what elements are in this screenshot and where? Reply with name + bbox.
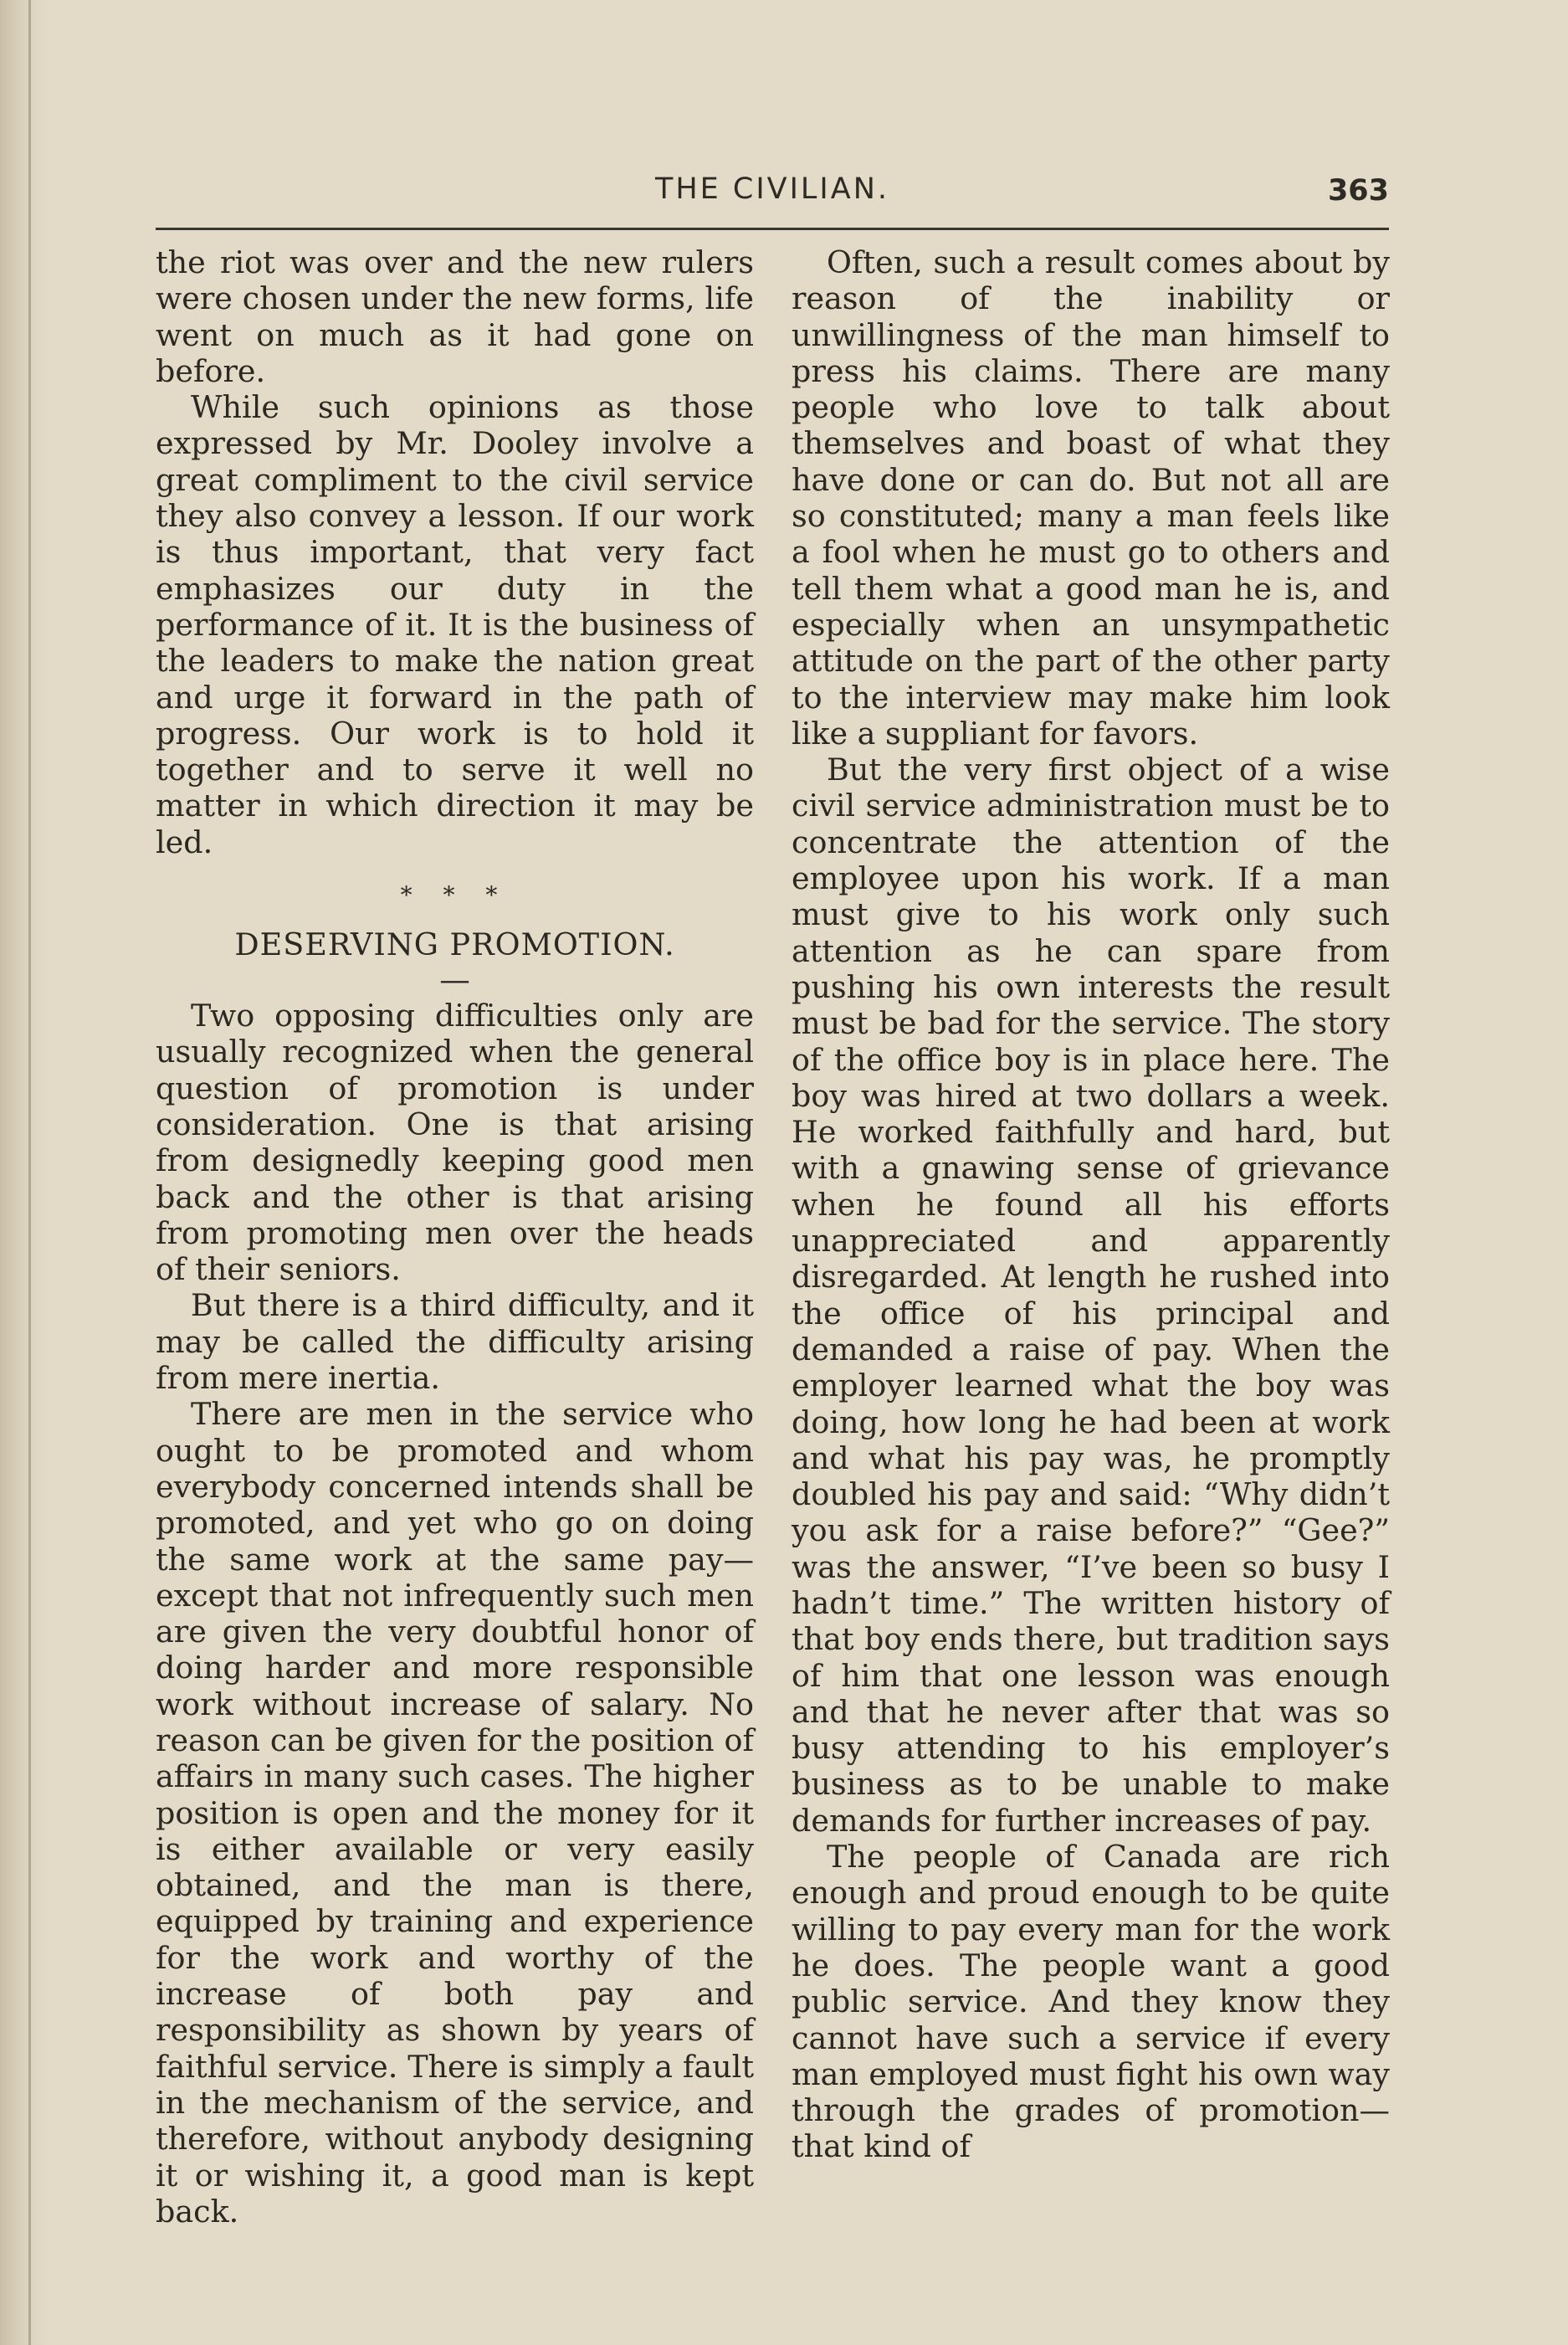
header-rule [156, 228, 1389, 230]
running-title: THE CIVILIAN. [654, 172, 890, 206]
right-column [792, 244, 1390, 2165]
heading-dash: — [439, 962, 470, 998]
section-heading: DESERVING PROMOTION. [234, 926, 675, 963]
paragraph: But the very first object of a wise civil service administration must be to concentrate the attention of the employee upon his work. If a man must give to his work only such attention as he can spare from pushing his own interests the result must be bad for the service. The story of the office boy is in place here. The boy was hired at two dollars a week. He worked faithfully and hard, but with a gnawing sense of grievance when he found all his efforts unappreciated and apparently disregarded. At length he rushed into the office of his principal and demanded a raise of pay. When the employer learned what the boy was doing, how long he had been at work and what his pay was, he promptly doubled his pay and said: “Why didn’t you ask for a raise before?” “Gee?” was the answer, “I’ve been so busy I hadn’t time.” The written history of that boy ends there, but tradition says of him that one lesson was enough and that he never after that was so busy attending to his employer’s business as to be unable to make demands for further increases of pay. [792, 752, 1390, 1839]
left-column [156, 244, 754, 2230]
paragraph: The people of Canada are rich enough and proud enough to be quite willing to pay every man for the work he does. The people want a good public service. And they know they cannot have such a service if every man employed must fight his own way through the grades of promotion—that kind of [792, 1839, 1390, 2165]
binding-edge [28, 0, 31, 2345]
page-number: 363 [1327, 174, 1389, 208]
paragraph-continued: the riot was over and the new rulers were chosen under the new forms, life went on much as it had gone on before. [156, 244, 754, 389]
page-gutter-shadow [0, 0, 49, 2345]
paragraph: Two opposing difficulties only are usually recognized when the general question of promotion is under consideration. One is that arising from designedly keeping good men back and the other is that arising from promoting men over the heads of their seniors. [156, 998, 754, 1288]
paragraph: There are men in the service who ought to be promoted and whom everybody concerned intends shall be promoted, and yet who go on doing the same work at the same pay—except that not infrequently such men are given the very doubtful honor of doing harder and more responsible work without increase of salary. No reason can be given for the position of affairs in many such cases. The higher position is open and the money for it is either available or very easily obtained, and the man is there, equipped by training and experience for the work and worthy of the increase of both pay and responsibility as shown by years of faithful service. There is simply a fault in the mechanism of the service, and therefore, without anybody designing it or wishing it, a good man is kept back. [156, 1396, 754, 2230]
paragraph: While such opinions as those expressed by Mr. Dooley involve a great compliment to the civil service they also convey a lesson. If our work is thus important, that very fact emphasizes our duty in the performance of it. It is the business of the leaders to make the nation great and urge it forward in the path of progress. Our work is to hold it together and to serve it well no matter in which direction it may be led. [156, 389, 754, 860]
paragraph: Often, such a result comes about by reason of the inability or unwillingness of the man himself to press his claims. There are many people who love to talk about themselves and boast of what they have done or can do. But not all are so constituted; many a man feels like a fool when he must go to others and tell them what a good man he is, and especially when an unsympathetic attitude on the part of the other party to the interview may make him look like a suppliant for favors. [792, 244, 1390, 752]
paragraph: But there is a third difficulty, and it may be called the difficulty arising from mere inertia. [156, 1287, 754, 1397]
page-header [156, 167, 1389, 218]
section-separator: * * * [400, 881, 510, 910]
